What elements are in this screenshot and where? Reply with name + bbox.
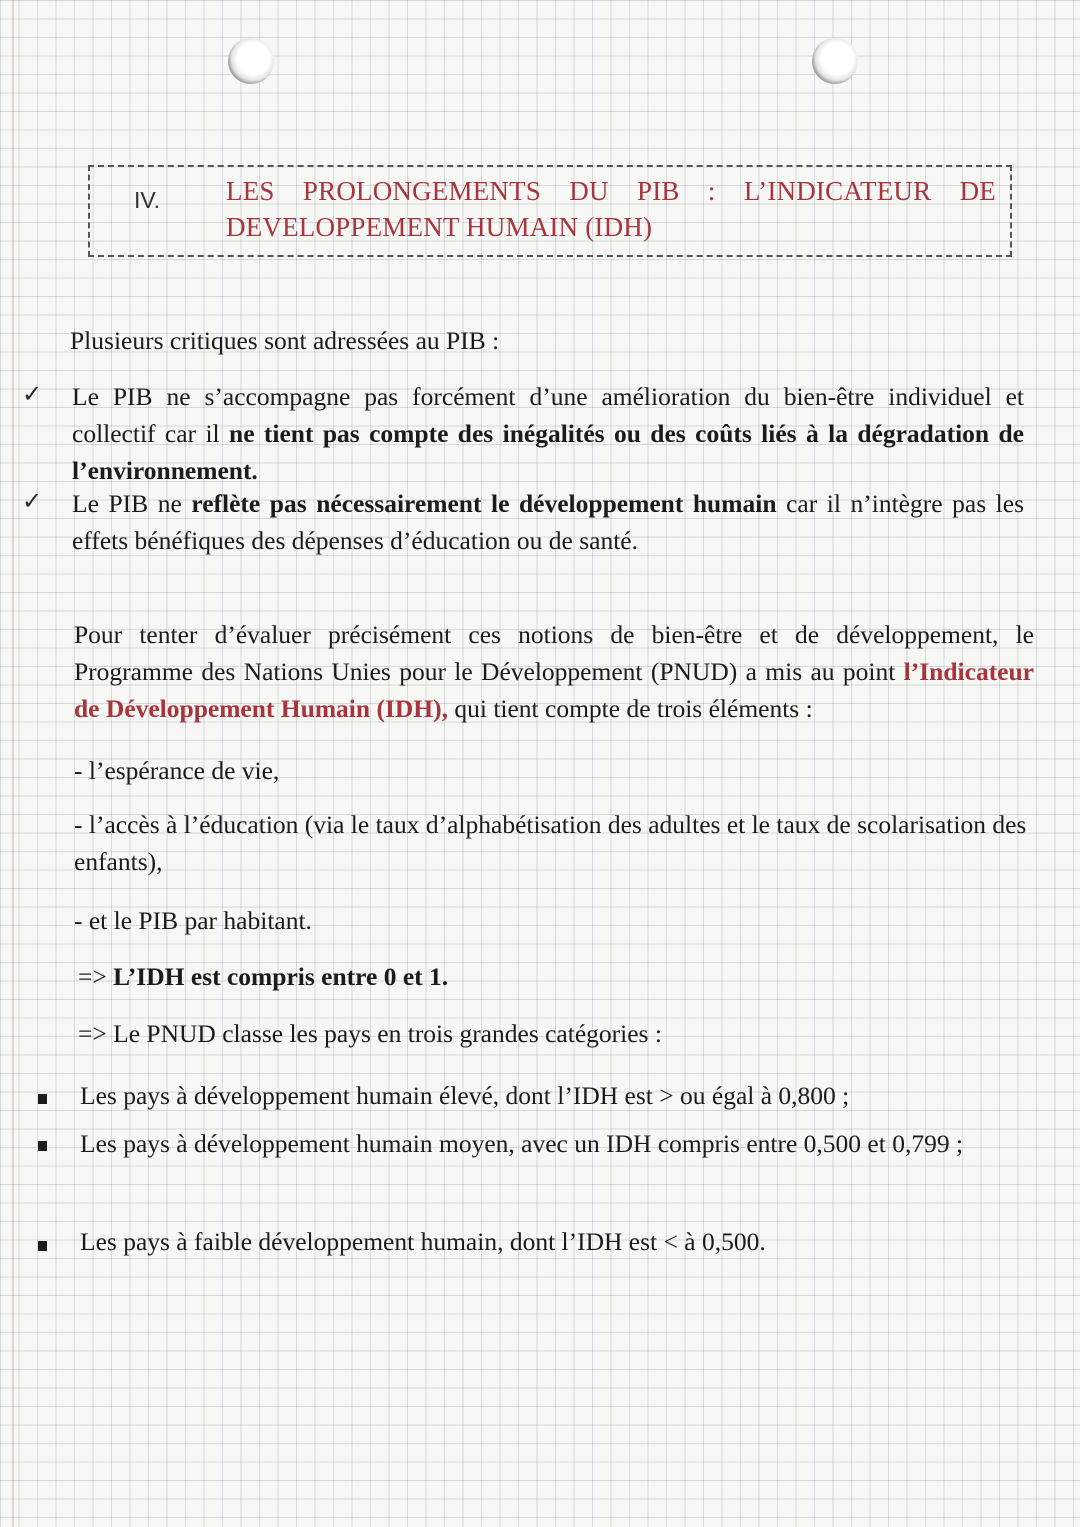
category-item: Les pays à développement humain moyen, avec un IDH compris entre 0,500 et 0,799 ; <box>80 1129 964 1158</box>
category-item: Les pays à développement humain élevé, dont l’IDH est > ou égal à 0,800 ; <box>80 1081 850 1110</box>
critiques-intro: Plusieurs critiques sont adressées au PIB : <box>70 326 500 355</box>
category-item: Les pays à faible développement humain, dont l’IDH est < à 0,500. <box>80 1227 766 1256</box>
check-icon: ✓ <box>22 380 43 408</box>
idh-element: - l’accès à l’éducation (via le taux d’alphabétisation des adultes et le taux de scolarisation des enfants), <box>74 810 1027 876</box>
square-bullet-icon <box>38 1141 47 1151</box>
square-bullet-icon <box>38 1094 47 1104</box>
critique-emphasis: reflète pas nécessairement le développement humain <box>191 489 777 518</box>
classification-intro: => Le PNUD classe les pays en trois grandes catégories : <box>78 1019 662 1048</box>
section-numeral: IV. <box>134 187 161 213</box>
idh-element: - l’espérance de vie, <box>74 756 280 785</box>
binder-hole-left <box>228 38 274 84</box>
critique-item: Le PIB ne reflète pas nécessairement le développement humain car il n’intègre pas les effets bénéfiques des dépenses d’éducation ou de santé. <box>72 489 1025 555</box>
idh-definition-paragraph: Pour tenter d’évaluer précisément ces notions de bien-être et de développement, le Programme des Nations Unies pour le Développement (PNUD) a mis au point l’Indicateur de Développement Humain (IDH), qui tient compte de trois éléments : <box>74 620 1034 723</box>
section-title-box <box>88 165 1012 257</box>
idh-range-statement: => L’IDH est compris entre 0 et 1. <box>78 962 449 991</box>
binder-hole-right <box>812 38 858 84</box>
check-icon: ✓ <box>22 487 43 515</box>
idh-highlight: l’Indicateur de Développement Humain (IDH), <box>74 657 1034 723</box>
critique-item: Le PIB ne s’accompagne pas forcément d’une amélioration du bien-être individuel et collectif car il ne tient pas compte des inégalités ou des coûts liés à la dégradation de l’environnement. <box>72 382 1024 485</box>
section-title: LES PROLONGEMENTS DU PIB : L’INDICATEUR DE DEVELOPPEMENT HUMAIN (IDH) <box>226 176 996 242</box>
notebook-margin-line <box>12 0 14 1527</box>
idh-element: - et le PIB par habitant. <box>74 906 312 935</box>
square-bullet-icon <box>38 1241 47 1251</box>
critique-emphasis: ne tient pas compte des inégalités ou des coûts liés à la dégradation de l’environnement. <box>72 419 1024 485</box>
